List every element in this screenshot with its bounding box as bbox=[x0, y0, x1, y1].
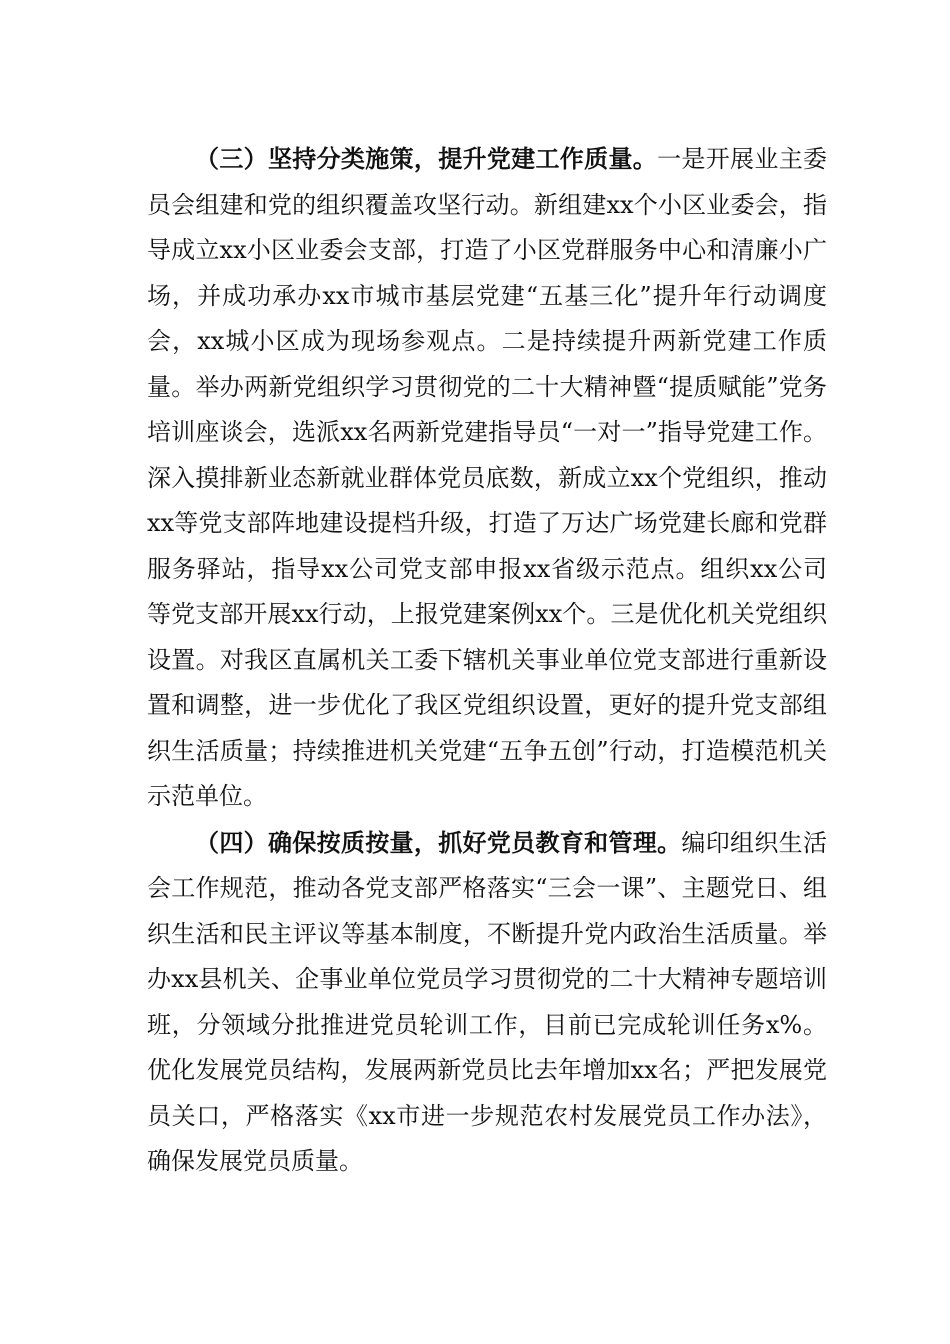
section-4-heading: （四）确保按质按量，抓好党员教育和管理。 bbox=[195, 827, 682, 857]
section-3-text: 一是开展业主委员会组建和党的组织覆盖攻坚行动。新组建xx个小区业委会，指导成立xx小区业委会支部，打造了小区党群服务中心和清廉小广场，并成功承办xx市城市基层党建“五基三化”提升年行动调度会，xx城小区成为现场参观点。二是持续提升两新党建工作质量。举办两新党组织学习贯彻党的二十大精神暨“提质赋能”党务培训座谈会，选派xx名两新党建指导员“一对一”指导党建工作。深入摸排新业态新就业群体党员底数，新成立xx个党组织，推动xx等党支部阵地建设提档升级，打造了万达广场党建长廊和党群服务驿站，指导xx公司党支部申报xx省级示范点。组织xx公司等党支部开展xx行动，上报党建案例xx个。三是优化机关党组织设置。对我区直属机关工委下辖机关事业单位党支部进行重新设置和调整，进一步优化了我区党组织设置，更好的提升党支部组织生活质量；持续推进机关党建“五争五创”行动，打造模范机关示范单位。 bbox=[147, 145, 828, 810]
section-4-text: 编印组织生活会工作规范，推动各党支部严格落实“三会一课”、主题党日、组织生活和民主评议等基本制度，不断提升党内政治生活质量。举办xx县机关、企事业单位党员学习贯彻党的二十大精神专题培训班，分领域分批推进党员轮训工作，目前已完成轮训任务x%。优化发展党员结构，发展两新党员比去年增加xx名；严把发展党员关口，严格落实《xx市进一步规范农村发展党员工作办法》，确保发展党员质量。 bbox=[147, 828, 828, 1175]
document-body bbox=[147, 136, 827, 1185]
paragraph-section-3 bbox=[147, 136, 827, 820]
paragraph-section-4 bbox=[147, 820, 827, 1185]
section-3-heading: （三）坚持分类施策，提升党建工作质量。 bbox=[195, 144, 658, 173]
